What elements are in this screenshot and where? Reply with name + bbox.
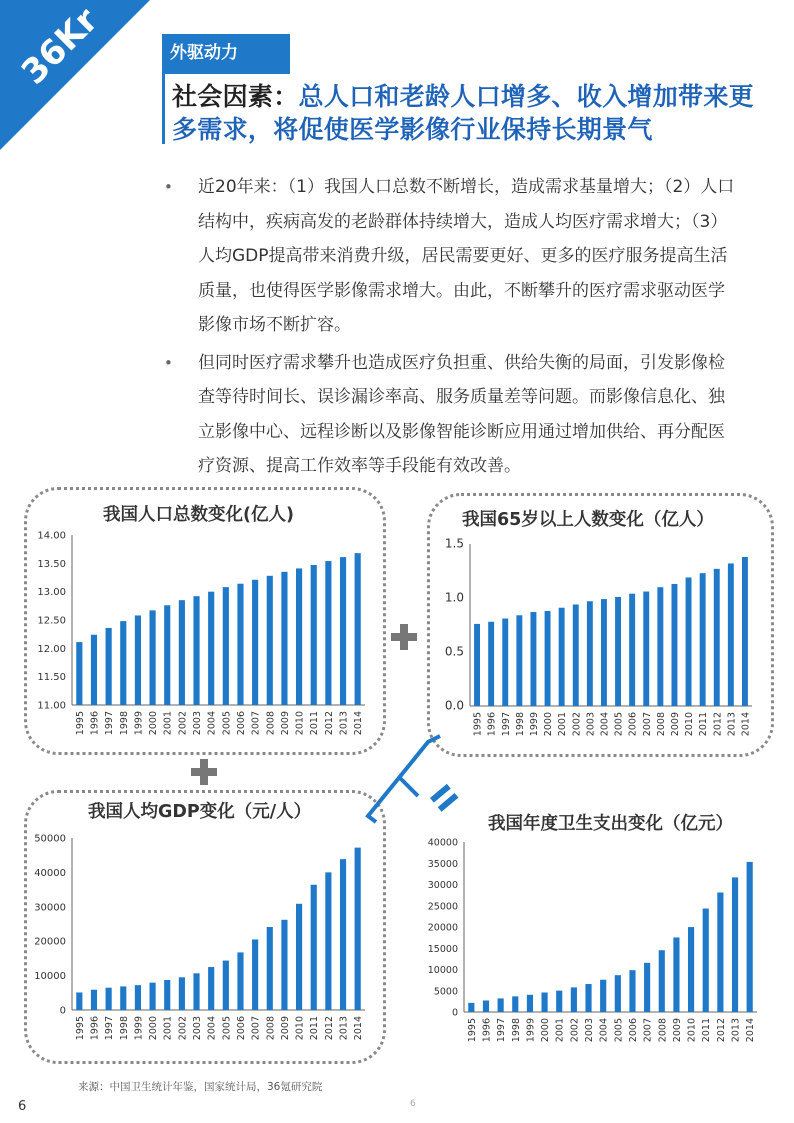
source-note: 来源：中国卫生统计年鉴，国家统计局，36氪研究院 [78, 1081, 323, 1093]
y-tick-label: 0.0 [444, 698, 464, 713]
bar [267, 576, 273, 705]
plus-operator-icon [391, 624, 417, 650]
bar [643, 592, 649, 706]
bar [355, 848, 361, 1010]
bar [717, 892, 723, 1012]
bar [559, 608, 565, 706]
bar [76, 642, 82, 705]
x-tick-label: 2009 [279, 711, 291, 736]
x-tick-label: 2011 [309, 1016, 321, 1041]
x-tick-label: 2005 [613, 712, 625, 737]
bar [671, 584, 677, 706]
bullet-list [164, 170, 738, 487]
x-tick-label: 2002 [177, 711, 189, 736]
x-tick-label: 1998 [514, 712, 526, 737]
bar [237, 584, 243, 705]
x-tick-label: 2014 [745, 1018, 757, 1043]
y-tick-label: 0.5 [444, 644, 464, 659]
x-tick-label: 2003 [192, 711, 204, 736]
chart-elderly [432, 530, 762, 748]
x-tick-label: 1996 [89, 1016, 101, 1041]
x-tick-label: 2009 [671, 1018, 683, 1043]
bar [747, 862, 753, 1012]
bar [714, 569, 720, 706]
bar [325, 561, 331, 705]
bar [179, 600, 185, 705]
x-tick-label: 1998 [510, 1018, 522, 1043]
bar [585, 984, 591, 1012]
bar [193, 973, 199, 1010]
bar [629, 594, 635, 706]
bar [686, 577, 692, 706]
bar [281, 920, 287, 1010]
x-tick-label: 2005 [613, 1018, 625, 1043]
x-tick-label: 2008 [655, 712, 667, 737]
y-tick-label: 40000 [427, 837, 458, 849]
bar [252, 580, 258, 705]
x-tick-label: 1998 [118, 1016, 130, 1041]
x-tick-label: 2008 [265, 1016, 277, 1041]
x-tick-label: 2000 [148, 711, 160, 736]
bar [474, 624, 480, 706]
y-tick-label: 14.00 [37, 530, 66, 542]
bar [742, 557, 748, 706]
bar [106, 628, 112, 705]
x-tick-label: 2013 [338, 1016, 350, 1041]
bar [223, 587, 229, 705]
y-tick-label: 1.5 [444, 536, 464, 551]
x-tick-label: 2010 [686, 1018, 698, 1043]
x-tick-label: 2013 [730, 1018, 742, 1043]
x-tick-label: 1995 [472, 712, 484, 737]
bar [120, 986, 126, 1010]
bar [488, 622, 494, 706]
bar [541, 993, 547, 1012]
chart-title-elderly: 我国65岁以上人数变化（亿人） [462, 510, 714, 530]
brand-logo [0, 0, 150, 150]
x-tick-label: 1997 [104, 1016, 116, 1041]
y-tick-label: 12.00 [37, 643, 66, 655]
bar [688, 927, 694, 1012]
chart-title-gdp: 我国人均GDP变化（元/人） [88, 802, 312, 822]
title-rest: 总人口和老龄人口增多、收入增加带来更多需求，将促使医学影像行业保持长期景气 [172, 82, 754, 144]
bar [530, 612, 536, 706]
x-tick-label: 2008 [265, 711, 277, 736]
bullet-dot-icon: • [164, 178, 173, 196]
bullet-text: 但同时医疗需求攀升也造成医疗负担重、供给失衡的局面，引发影像检查等待时间长、误诊漏诊率高、服务质量差等问题。而影像信息化、独立影像中心、远程诊断以及影像智能诊断应用通过增加供给、再分配医疗资源、提高工作效率等手段能有效改善。 [198, 352, 725, 476]
x-tick-label: 2010 [294, 1016, 306, 1041]
plus-operator-icon [191, 759, 217, 785]
x-tick-label: 2012 [323, 711, 335, 736]
x-tick-label: 1999 [133, 1016, 145, 1041]
bar [164, 980, 170, 1010]
x-tick-label: 2014 [353, 711, 365, 736]
bullet-dot-icon: • [164, 353, 173, 372]
x-tick-label: 2002 [569, 1018, 581, 1043]
bar [571, 987, 577, 1012]
bar [281, 572, 287, 705]
x-tick-label: 2004 [598, 1018, 610, 1043]
bar [208, 967, 214, 1010]
bar [728, 563, 734, 706]
bar [76, 992, 82, 1010]
bar [601, 599, 607, 706]
bar [527, 995, 533, 1012]
bar [296, 568, 302, 705]
bar [223, 961, 229, 1010]
x-tick-label: 2001 [162, 1016, 174, 1041]
y-tick-label: 0 [451, 1007, 458, 1019]
x-tick-label: 1997 [104, 711, 116, 736]
x-tick-label: 2014 [353, 1016, 365, 1041]
x-tick-label: 2006 [235, 711, 247, 736]
bar [193, 596, 199, 705]
y-tick-label: 40000 [34, 867, 66, 879]
bar [179, 977, 185, 1010]
x-tick-label: 1995 [74, 711, 86, 736]
x-tick-label: 2007 [250, 711, 262, 736]
bar [673, 937, 679, 1012]
x-tick-label: 2002 [571, 712, 583, 737]
x-tick-label: 1997 [496, 1018, 508, 1043]
x-tick-label: 1999 [528, 712, 540, 737]
y-tick-label: 11.00 [37, 700, 66, 712]
x-tick-label: 1996 [486, 712, 498, 737]
x-tick-label: 1998 [118, 711, 130, 736]
bar [311, 565, 317, 705]
x-tick-label: 2006 [627, 1018, 639, 1043]
x-tick-label: 2005 [221, 1016, 233, 1041]
chart-gdp [30, 828, 375, 1054]
section-tag: 外驱动力 [162, 34, 290, 74]
x-tick-label: 2002 [177, 1016, 189, 1041]
y-tick-label: 15000 [427, 943, 458, 955]
bar [135, 615, 141, 705]
bar [573, 604, 579, 706]
bar [340, 557, 346, 705]
bar [252, 939, 258, 1010]
x-tick-label: 2009 [669, 712, 681, 737]
bar [91, 990, 97, 1010]
y-tick-label: 20000 [34, 936, 66, 948]
bar [237, 952, 243, 1010]
y-tick-label: 5000 [433, 986, 458, 998]
x-tick-label: 2001 [554, 1018, 566, 1043]
y-tick-label: 50000 [34, 833, 66, 845]
section-tag-line [162, 74, 165, 144]
connector-line [400, 778, 418, 796]
chart-title-health-spending: 我国年度卫生支出变化（亿元） [488, 814, 733, 834]
bar [732, 877, 738, 1012]
x-tick-label: 2004 [206, 711, 218, 736]
y-tick-label: 30000 [427, 880, 458, 891]
bar [498, 998, 504, 1012]
bar [512, 996, 518, 1012]
bullet-item [164, 346, 738, 484]
x-tick-label: 1995 [466, 1018, 478, 1043]
x-tick-label: 1995 [74, 1016, 86, 1041]
chart-health-spending [420, 834, 765, 1056]
bar [615, 597, 621, 706]
x-tick-label: 1996 [89, 711, 101, 736]
y-tick-label: 11.50 [37, 672, 66, 684]
x-tick-label: 2004 [206, 1016, 218, 1041]
x-tick-label: 2007 [642, 1018, 654, 1043]
page-title [172, 80, 772, 146]
bar [615, 975, 621, 1012]
y-tick-label: 13.50 [37, 558, 66, 570]
y-tick-label: 25000 [427, 901, 458, 913]
bar [296, 904, 302, 1010]
x-tick-label: 2005 [221, 711, 233, 736]
x-tick-label: 2007 [250, 1016, 262, 1041]
y-tick-label: 12.50 [37, 615, 66, 627]
x-tick-label: 1999 [525, 1018, 537, 1043]
brand-logo-text: 36Kr [13, 0, 107, 93]
x-tick-label: 2000 [543, 712, 555, 737]
y-tick-label: 20000 [427, 922, 458, 934]
bar [355, 553, 361, 705]
x-tick-label: 2011 [701, 1018, 713, 1043]
bar [703, 909, 709, 1012]
bar [120, 621, 126, 705]
x-tick-label: 2003 [584, 1018, 596, 1043]
page-number-small: 6 [410, 1099, 416, 1109]
x-tick-label: 2013 [338, 711, 350, 736]
bar [208, 592, 214, 705]
chart-population [30, 525, 375, 745]
bar [267, 927, 273, 1010]
x-tick-label: 2004 [599, 712, 611, 737]
connector-line [368, 736, 440, 822]
x-tick-label: 2000 [540, 1018, 552, 1043]
bar [587, 601, 593, 706]
y-tick-label: 35000 [427, 858, 458, 870]
bar [502, 619, 508, 706]
bar [629, 970, 635, 1012]
bar [325, 872, 331, 1010]
bullet-item [164, 170, 738, 343]
x-tick-label: 2011 [698, 712, 710, 737]
bar [516, 615, 522, 706]
bar [164, 605, 170, 705]
bar [340, 859, 346, 1010]
bar [700, 573, 706, 706]
x-tick-label: 2010 [294, 711, 306, 736]
x-tick-label: 2007 [641, 712, 653, 737]
y-tick-label: 13.00 [37, 587, 66, 599]
bar [468, 1003, 474, 1012]
y-tick-label: 10000 [34, 971, 66, 983]
x-tick-label: 1996 [481, 1018, 493, 1043]
bar [556, 991, 562, 1012]
bar [311, 885, 317, 1010]
bar [135, 985, 141, 1010]
x-tick-label: 1999 [133, 711, 145, 736]
bar [644, 963, 650, 1012]
x-tick-label: 2003 [585, 712, 597, 737]
bar [657, 587, 663, 706]
bullet-text: 近20年来：（1）我国人口总数不断增长，造成需求基量增大；（2）人口结构中，疾病高发的老龄群体持续增大，造成人均医疗需求增大；（3）人均GDP提高带来消费升级，居民需要更好、更多的医疗服务提高生活质量，也使得医学影像需求增大。由此，不断攀升的医疗需求驱动医学影像市场不断扩容。 [198, 177, 735, 335]
equals-operator-icon [430, 784, 458, 812]
x-tick-label: 1997 [500, 712, 512, 737]
bar [149, 610, 155, 705]
y-tick-label: 30000 [34, 902, 66, 914]
chart-title-population: 我国人口总数变化(亿人) [103, 505, 294, 525]
x-tick-label: 2012 [323, 1016, 335, 1041]
page-number: 6 [18, 1099, 27, 1114]
bar [91, 635, 97, 705]
x-tick-label: 2010 [684, 712, 696, 737]
bar [659, 950, 665, 1012]
x-tick-label: 2001 [162, 711, 174, 736]
bar [149, 983, 155, 1010]
y-tick-label: 0 [59, 1005, 66, 1017]
title-lead: 社会因素： [172, 82, 299, 111]
bar [600, 980, 606, 1012]
bar [483, 1000, 489, 1012]
x-tick-label: 2011 [309, 711, 321, 736]
x-tick-label: 2009 [279, 1016, 291, 1041]
x-tick-label: 2006 [627, 712, 639, 737]
bar [545, 611, 551, 706]
x-tick-label: 2014 [740, 712, 752, 737]
x-tick-label: 2012 [712, 712, 724, 737]
y-tick-label: 1.0 [444, 590, 464, 605]
x-tick-label: 2012 [715, 1018, 727, 1043]
equals-connector [360, 730, 470, 830]
x-tick-label: 2003 [192, 1016, 204, 1041]
x-tick-label: 2006 [235, 1016, 247, 1041]
y-tick-label: 10000 [427, 965, 458, 976]
x-tick-label: 2000 [148, 1016, 160, 1041]
bar [106, 988, 112, 1010]
x-tick-label: 2001 [557, 712, 569, 737]
x-tick-label: 2013 [726, 712, 738, 737]
x-tick-label: 2008 [657, 1018, 669, 1043]
